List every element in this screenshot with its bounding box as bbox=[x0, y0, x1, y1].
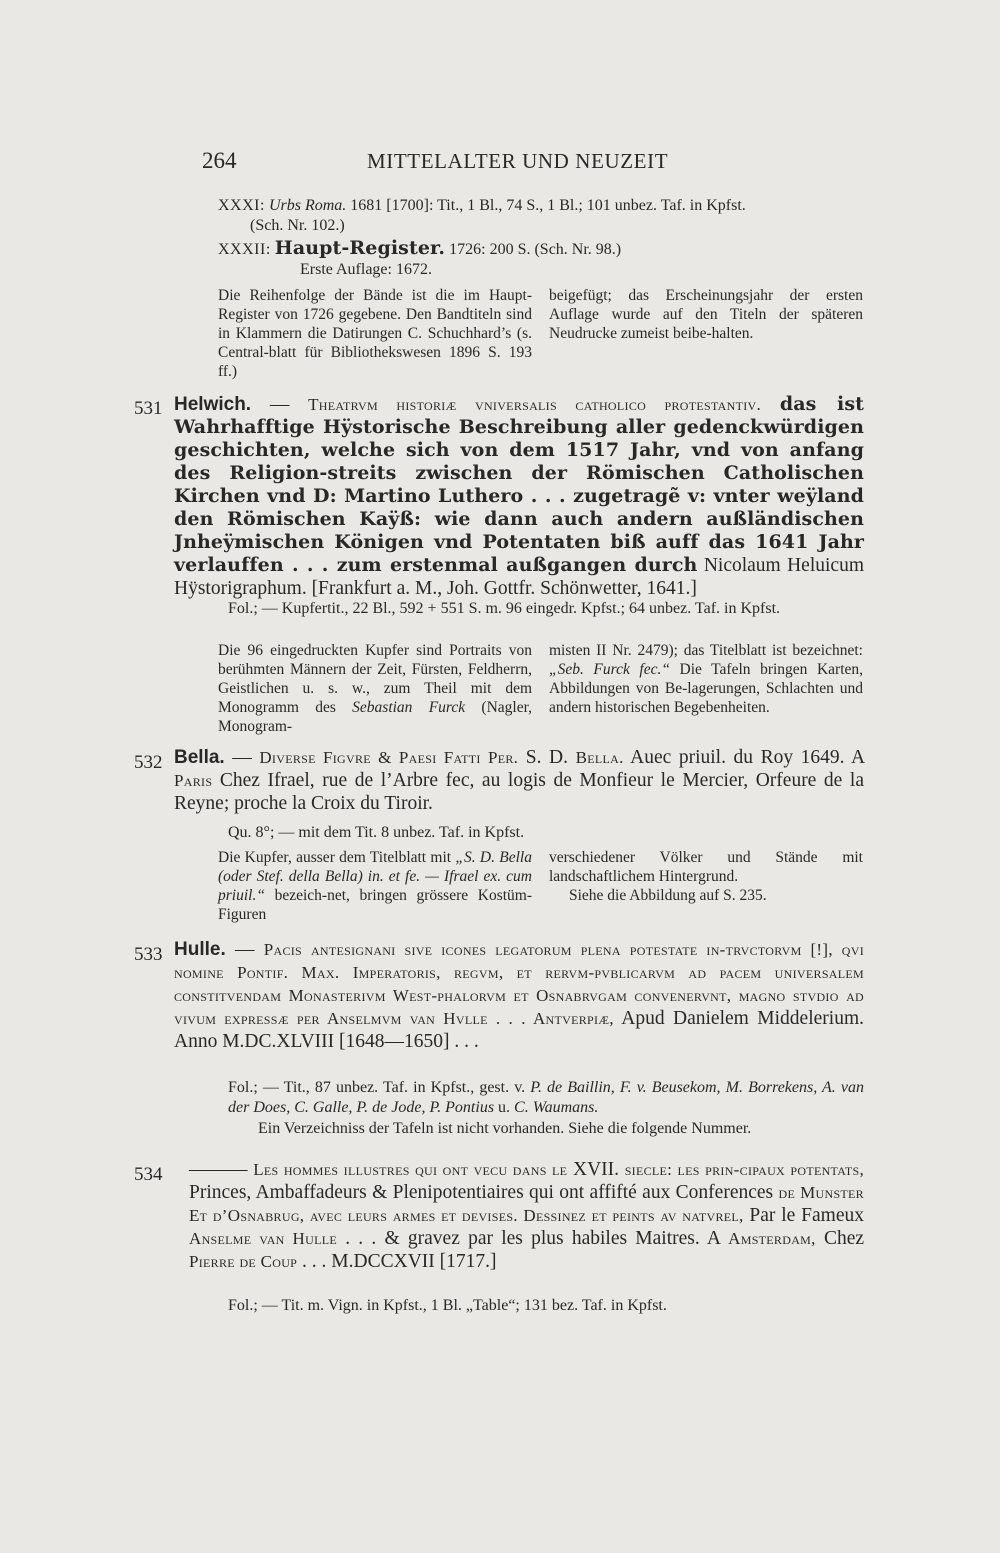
entry-title: Theatrvm historiæ vniversalis catholico protestantiv. bbox=[308, 395, 762, 414]
volume-xxxii bbox=[218, 238, 868, 280]
entry-imprint-publisher: Pierre de Coup bbox=[189, 1252, 298, 1271]
note-signature: „Seb. Furck fec.“ bbox=[549, 661, 670, 678]
note-text: Die 96 eingedruckten Kupfer sind Portraits von berühmten Männern der Zeit, Fürsten, Feldherrn, Geistlichen u. s. w., zum Theil mit dem Monogramm des bbox=[218, 642, 532, 716]
volume-details: 1681 [1700]: Tit., 1 Bl., 74 S., 1 Bl.; 101 unbez. Taf. in Kpfst. bbox=[350, 197, 746, 214]
note-left-column bbox=[218, 641, 532, 736]
volume-first-edition: Erste Auflage: 1672. bbox=[300, 261, 432, 278]
page-number: 264 bbox=[202, 148, 237, 173]
entry-number: 533 bbox=[134, 944, 163, 965]
collation-text: u. bbox=[498, 1099, 511, 1116]
entry-title: Diverse Figvre & Paesi Fatti Per. bbox=[259, 748, 519, 767]
entry-532-collation: Qu. 8°; — mit dem Tit. 8 unbez. Taf. in Kpfst. bbox=[228, 824, 525, 841]
entry-description bbox=[189, 1158, 864, 1273]
entry-description bbox=[174, 746, 864, 815]
entry-533-collation bbox=[228, 1078, 864, 1118]
entry-imprint-text: Chez bbox=[823, 1228, 865, 1249]
entry-531-collation: Fol.; — Kupfertit., 22 Bl., 592 + 551 S. m. 96 eingedr. Kpfst.; 64 unbez. Taf. in Kpfst. bbox=[228, 600, 781, 617]
entry-number: 532 bbox=[134, 752, 163, 773]
entry-534-collation: Fol.; — Tit. m. Vign. in Kpfst., 1 Bl. „Table“; 131 bez. Taf. in Kpfst. bbox=[228, 1297, 667, 1314]
entry-author: Hulle. bbox=[174, 939, 226, 960]
entry-title-century: XVII. bbox=[572, 1159, 620, 1180]
volume-label: XXXII: bbox=[218, 241, 271, 258]
note-right-column: beigefügt; das Erscheinungsjahr der ersten Auflage wurde auf den Titeln der späteren Neudrucke zumeist beibe-halten. bbox=[549, 287, 863, 342]
entry-title: Pacis antesignani sive icones legatorum plena potestate in-trvctorvm [!], qvi nomine Pontif. Max. Imperatoris, regvm, et rervm-pvblicarvm ad pacem universalem constitvendam Monasterivm West-phalorvm et Osnabrvgam convenervnt, magno stvdio ad vivum expressæ per Anselmvm van Hvlle . . . Antverpiæ, bbox=[174, 940, 865, 1028]
entry-number: 531 bbox=[134, 398, 163, 419]
running-title: MITTELALTER UND NEUZEIT bbox=[367, 149, 669, 173]
page-header bbox=[202, 148, 882, 178]
entry-531-note bbox=[218, 641, 863, 736]
volume-xxxi bbox=[218, 196, 868, 236]
note-right-column bbox=[549, 848, 863, 924]
entry-dash: — bbox=[234, 939, 255, 960]
entry-533-note: Ein Verzeichniss der Tafeln ist nicht vorhanden. Siehe die folgende Nummer. bbox=[258, 1120, 752, 1137]
entry-fraktur-title: das ist Wahrhafftige Hÿstorische Beschreibung aller gedenckwürdigen geschichten, welche sich von dem 1517 Jahr, vnd von anfang des Religion-streits zwischen der Römischen Catholischen Kirchen vnd D: Martino Luthero . . . zugetragẽ v: vnter weÿland den Römischen Kaÿß: wie dann auch andern außländischen Jnheÿmischen Königen vnd Potentaten biß auff das 1641 Jahr verlauffen . . . zum erstenmal außgangen durch bbox=[174, 393, 864, 576]
entry-title-cont: siecle: les prin-cipaux potentats, bbox=[624, 1160, 865, 1179]
entry-imprint-place: Paris bbox=[174, 771, 213, 790]
note-left-column bbox=[218, 848, 532, 924]
entry-title-text: Princes, Ambaffadeurs & Plenipotentiaires qui ont affifté aux Conferences bbox=[189, 1182, 774, 1203]
entry-title-initials: S. D. bbox=[525, 747, 569, 768]
entry-dash: — bbox=[269, 394, 290, 415]
note-text: Die Kupfer, ausser dem Titelblatt mit bbox=[218, 849, 452, 866]
volume-title: Urbs Roma. bbox=[268, 197, 347, 214]
entry-description bbox=[174, 938, 864, 1053]
entry-author: Helwich. bbox=[174, 394, 252, 415]
note-text: Die Tafeln bringen Karten, Abbildungen von Be-lagerungen, Schlachten und andern historischen Begebenheiten. bbox=[549, 661, 864, 716]
note-text: verschiedener Völker und Stände mit landschaftlichem Hintergrund. bbox=[549, 849, 863, 885]
entry-imprint-rest: Chez Ifrael, rue de l’Arbre fec, au logis de Monfieur le Mercier, Orfeure de la Reyne; proche la Croix du Tiroir. bbox=[174, 770, 864, 814]
note-text: (Nagler, Monogram- bbox=[218, 699, 533, 735]
entry-title-text: Par le Fameux bbox=[749, 1205, 865, 1226]
note-text: bezeich-net, bringen grössere Kostüm-Figuren bbox=[218, 887, 532, 923]
volume-label: XXXI: bbox=[218, 197, 265, 214]
entry-dash: — bbox=[232, 747, 252, 768]
engraver-names: C. Waumans. bbox=[514, 1099, 599, 1116]
entry-imprint-date: . . . M.DCCXVII [1717.] bbox=[302, 1251, 497, 1272]
entry-532-note bbox=[218, 848, 863, 924]
note-signature: „S. D. Bella (oder Stef. della Bella) in. et fe. — Ifrael ex. cum priuil.“ bbox=[218, 849, 532, 904]
entry-imprint: Apud Danielem Middelerium. Anno M.DC.XLVIII [1648—1650] . . . bbox=[174, 1008, 864, 1052]
entry-number: 534 bbox=[134, 1164, 163, 1185]
note-left-column: Die Reihenfolge der Bände ist die im Haupt-Register von 1726 gegebene. Den Bandtiteln sind in Klammern die Datirungen C. Schuchhard’s (s. Central-blatt für Bibliothekswesen 1896 S. 193 ff.) bbox=[218, 287, 532, 380]
volume-reference: (Sch. Nr. 102.) bbox=[250, 217, 345, 234]
entry-title-name: Bella. bbox=[575, 748, 624, 767]
volumes-note bbox=[218, 286, 863, 381]
entry-author: Bella. bbox=[174, 747, 225, 768]
entry-title-text: . . . & gravez par les plus habiles Maitres. A bbox=[345, 1228, 720, 1249]
note-text: misten II Nr. 2479); das Titelblatt ist bezeichnet: bbox=[549, 642, 863, 659]
entry-description bbox=[174, 393, 864, 600]
entry-imprint-place: Amsterdam, bbox=[728, 1229, 816, 1248]
note-name: Sebastian Furck bbox=[352, 699, 466, 716]
entry-title-places: de Munster Et d’Osnabrug, avec leurs armes et devises. Dessinez et peints av natvrel, bbox=[189, 1183, 864, 1225]
entry-title-author: Anselme van Hulle bbox=[189, 1229, 337, 1248]
entry-title: Les hommes illustres qui ont vecu dans le bbox=[253, 1160, 568, 1179]
note-figure-reference: Siehe die Abbildung auf S. 235. bbox=[569, 887, 767, 904]
engraver-names: P. de Baillin, F. v. Beusekom, M. Borrekens, A. van der Does, C. Galle, P. de Jode, P. Pontius bbox=[228, 1079, 864, 1116]
collation-text: Fol.; — Tit., 87 unbez. Taf. in Kpfst., gest. v. bbox=[228, 1079, 526, 1096]
entry-imprint: Auec priuil. du Roy 1649. A bbox=[630, 747, 865, 768]
volume-details: 1726: 200 S. (Sch. Nr. 98.) bbox=[449, 241, 622, 258]
note-right-column bbox=[549, 641, 863, 736]
entry-imprint: Nicolaum Heluicum Hÿstorigraphum. [Frankfurt a. M., Joh. Gottfr. Schönwetter, 1641.] bbox=[174, 555, 864, 599]
entry-dash: ——— bbox=[189, 1159, 248, 1180]
volume-title: Haupt-Register. bbox=[274, 237, 446, 259]
